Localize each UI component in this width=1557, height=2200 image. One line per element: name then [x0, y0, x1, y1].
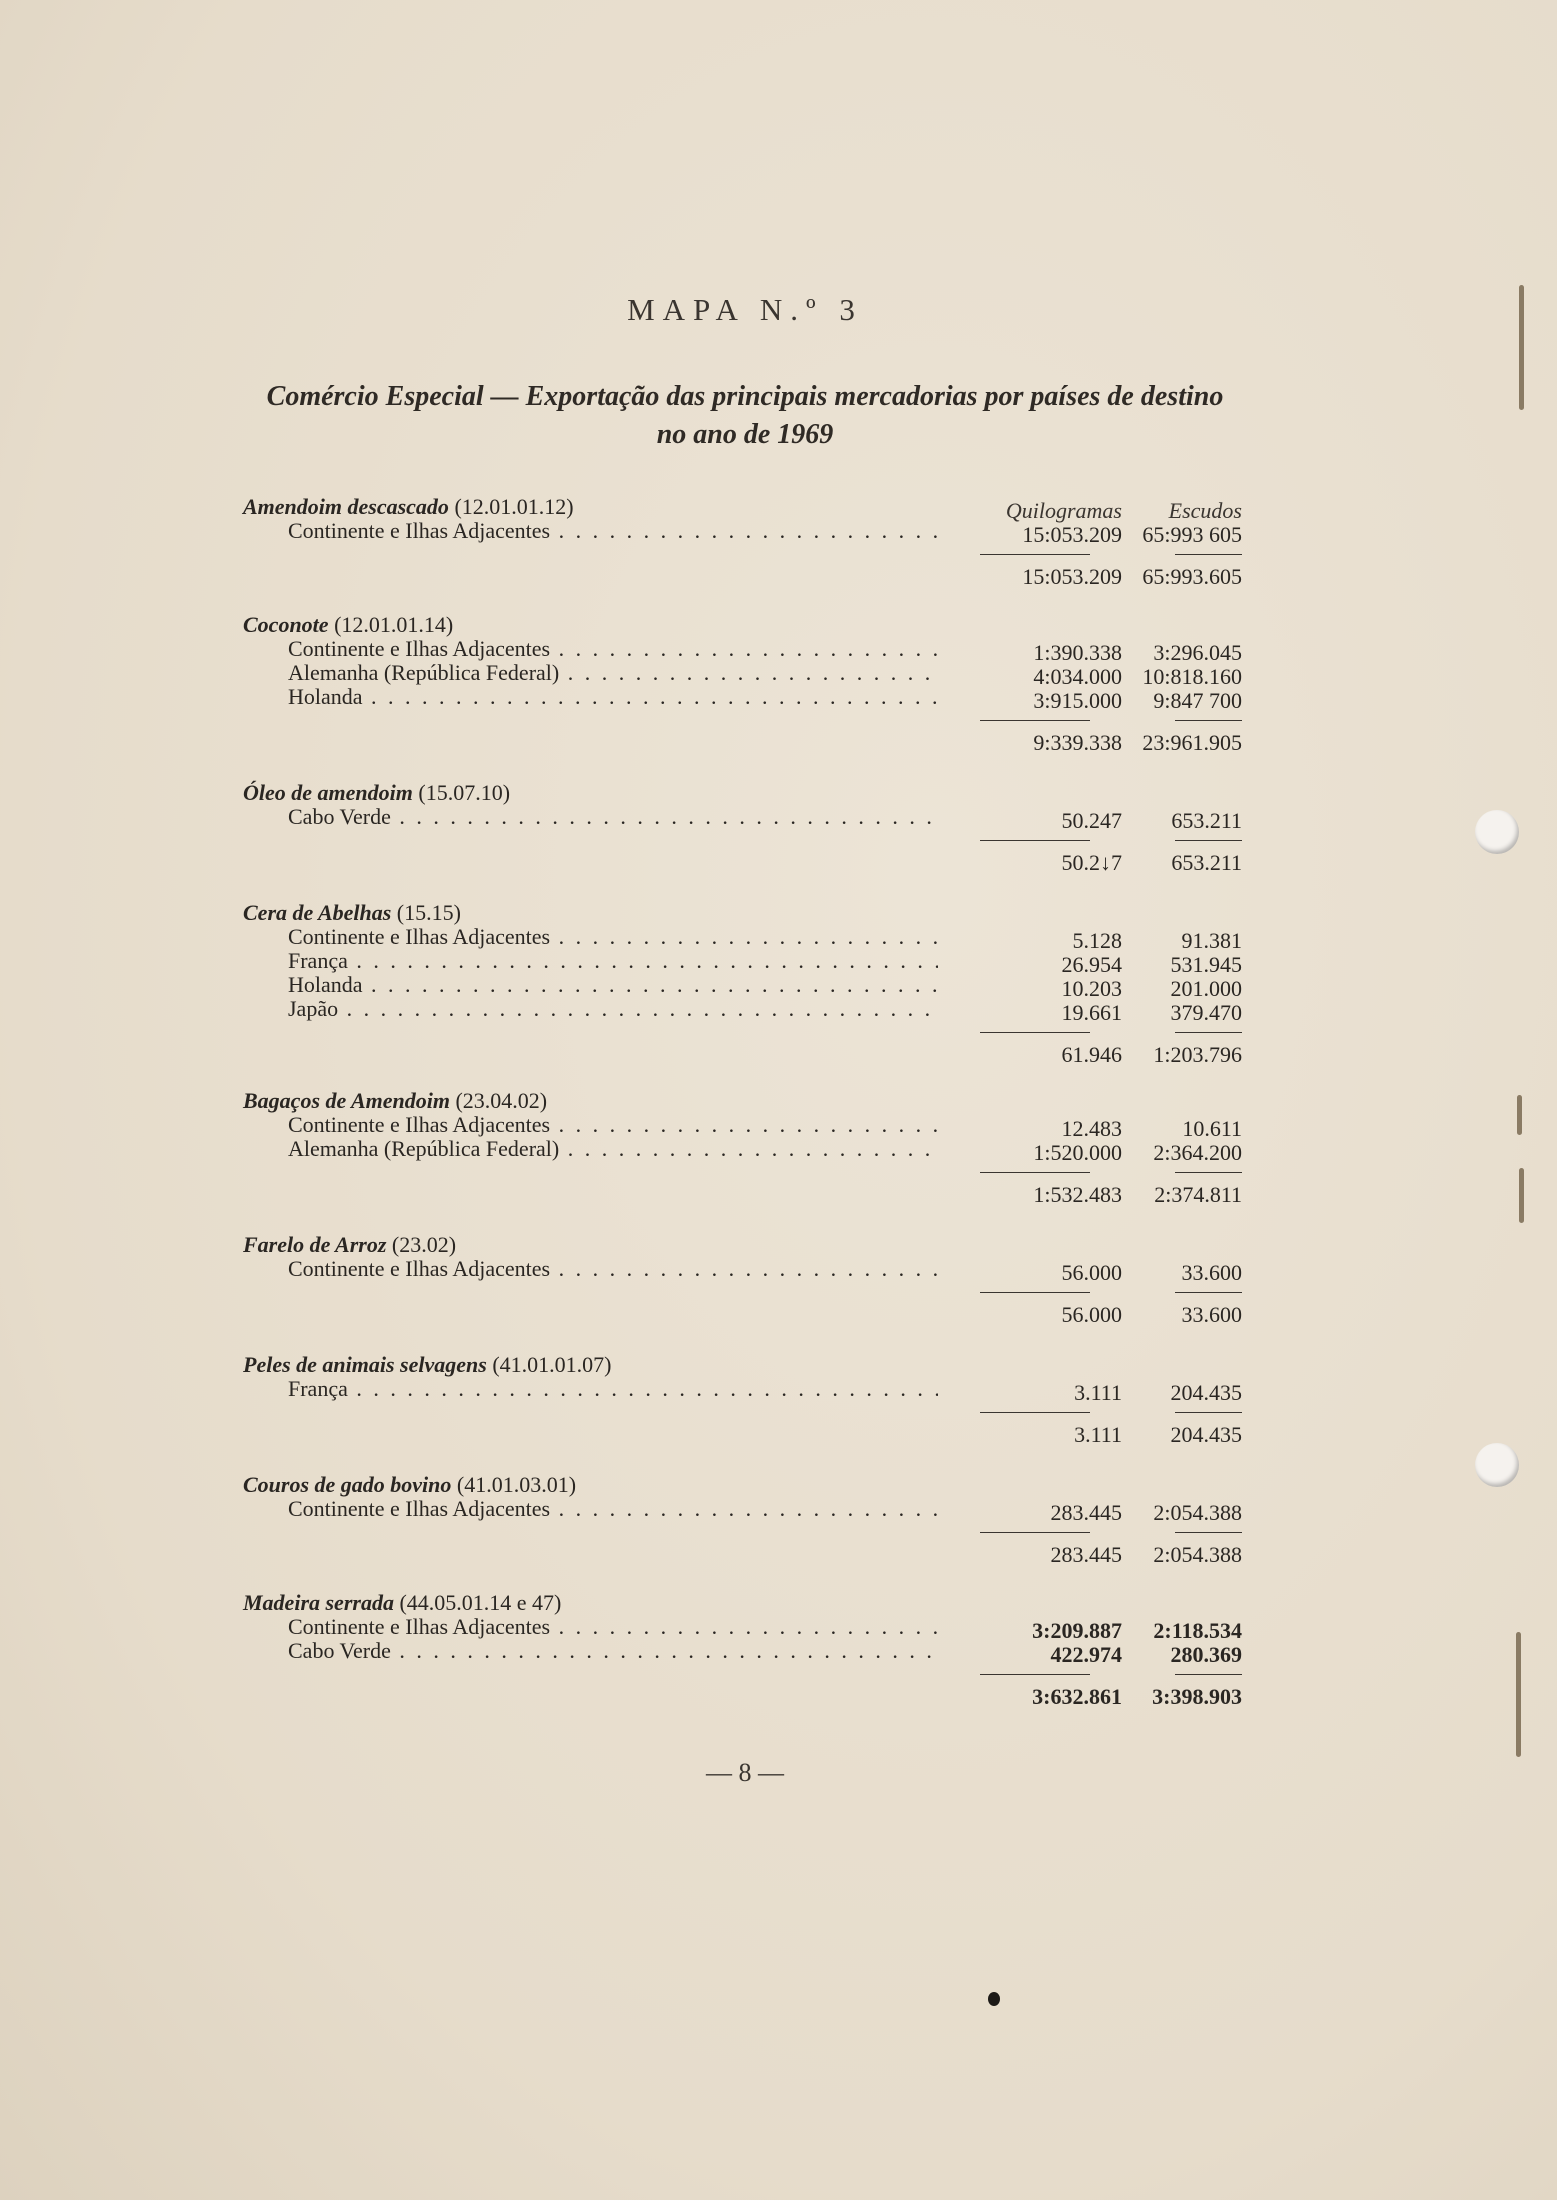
- subtotal-rule: [980, 720, 1090, 721]
- value-escudos: 91.381: [1181, 928, 1242, 953]
- commodity-code: (12.01.01.14): [334, 612, 454, 637]
- punch-hole: [1475, 1443, 1519, 1487]
- subtotal-rule: [1175, 720, 1242, 721]
- total-kg: 1:532.483: [1033, 1182, 1122, 1207]
- value-kg: 422.974: [1050, 1642, 1122, 1667]
- destination-name: Holanda: [288, 972, 363, 997]
- subtotal-rule: [980, 554, 1090, 555]
- value-kg: 3:209.887: [1032, 1618, 1122, 1643]
- destination-label: [288, 1638, 938, 1664]
- destination-label: [288, 948, 938, 974]
- value-escudos: 280.369: [1170, 1642, 1242, 1667]
- commodity-code: (41.01.01.07): [492, 1352, 612, 1377]
- commodity-code: (23.02): [391, 1232, 457, 1257]
- rust-mark: [1517, 1095, 1522, 1135]
- total-kg: 3:632.861: [1032, 1684, 1122, 1709]
- commodity-code: (15.07.10): [418, 780, 511, 805]
- value-kg: 50.247: [1061, 808, 1122, 833]
- commodity-heading: [243, 1352, 611, 1378]
- value-escudos: 65:993 605: [1142, 522, 1242, 547]
- destination-label: [288, 1112, 938, 1138]
- column-header-escudos: Escudos: [1168, 498, 1242, 523]
- destination-label: [288, 972, 938, 998]
- total-escudos: 23:961.905: [1142, 730, 1242, 755]
- value-kg: 26.954: [1061, 952, 1122, 977]
- total-escudos: 204.435: [1170, 1422, 1242, 1447]
- subtotal-rule: [980, 1292, 1090, 1293]
- total-escudos: 65:993.605: [1142, 564, 1242, 589]
- total-kg: 3.111: [1074, 1422, 1122, 1447]
- commodity-name: Couros de gado bovino: [243, 1472, 452, 1497]
- commodity-name: Farelo de Arroz: [243, 1232, 387, 1257]
- value-kg: 3.111: [1074, 1380, 1122, 1405]
- value-kg: 1:520.000: [1033, 1140, 1122, 1165]
- destination-name: Continente e Ilhas Adjacentes: [288, 1112, 551, 1137]
- destination-name: Cabo Verde: [288, 1638, 391, 1663]
- destination-name: Holanda: [288, 684, 363, 709]
- destination-name: Continente e Ilhas Adjacentes: [288, 924, 551, 949]
- commodity-code: (44.05.01.14 e 47): [399, 1590, 562, 1615]
- subtitle-line-2: no ano de 1969: [656, 419, 834, 450]
- subtitle: [0, 378, 1490, 454]
- value-escudos: 2:364.200: [1153, 1140, 1242, 1165]
- subtotal-rule: [980, 1674, 1090, 1675]
- value-kg: 19.661: [1061, 1000, 1122, 1025]
- value-escudos: 2:118.534: [1153, 1618, 1242, 1643]
- destination-name: França: [288, 1376, 348, 1401]
- subtotal-rule: [1175, 1412, 1242, 1413]
- subtotal-rule: [980, 1172, 1090, 1173]
- subtotal-rule: [1175, 1032, 1242, 1033]
- value-kg: 10.203: [1061, 976, 1122, 1001]
- commodity-code: (12.01.01.12): [454, 494, 574, 519]
- destination-label: [288, 1614, 938, 1640]
- subtotal-rule: [1175, 1532, 1242, 1533]
- value-escudos: 2:054.388: [1153, 1500, 1242, 1525]
- destination-name: Alemanha (República Federal): [288, 1136, 560, 1161]
- rust-mark: [1519, 1168, 1524, 1223]
- value-escudos: 653.211: [1171, 808, 1242, 833]
- total-kg: 56.000: [1061, 1302, 1122, 1327]
- value-kg: 1:390.338: [1033, 640, 1122, 665]
- commodity-heading: [243, 780, 510, 806]
- total-kg: 50.2↓7: [1061, 850, 1122, 875]
- total-kg: 15:053.209: [1022, 564, 1122, 589]
- commodity-heading: [243, 900, 461, 926]
- value-escudos: 201.000: [1170, 976, 1242, 1001]
- value-escudos: 10:818.160: [1142, 664, 1242, 689]
- destination-name: Continente e Ilhas Adjacentes: [288, 518, 551, 543]
- value-kg: 56.000: [1061, 1260, 1122, 1285]
- destination-label: [288, 996, 938, 1022]
- destination-name: França: [288, 948, 348, 973]
- value-escudos: 9:847 700: [1153, 688, 1242, 713]
- subtotal-rule: [1175, 1674, 1242, 1675]
- commodity-heading: [243, 494, 574, 520]
- total-escudos: 653.211: [1171, 850, 1242, 875]
- value-escudos: 3:296.045: [1153, 640, 1242, 665]
- value-escudos: 531.945: [1170, 952, 1242, 977]
- commodity-code: (23.04.02): [455, 1088, 548, 1113]
- subtitle-line-1: Comércio Especial — Exportação das principais mercadorias por países de destino: [266, 381, 1224, 412]
- subtotal-rule: [1175, 554, 1242, 555]
- value-kg: 3:915.000: [1033, 688, 1122, 713]
- destination-name: Continente e Ilhas Adjacentes: [288, 1496, 551, 1521]
- value-kg: 12.483: [1061, 1116, 1122, 1141]
- subtotal-rule: [1175, 1292, 1242, 1293]
- destination-label: [288, 1376, 938, 1402]
- total-escudos: 33.600: [1181, 1302, 1242, 1327]
- total-escudos: 2:054.388: [1153, 1542, 1242, 1567]
- commodity-heading: [243, 1088, 547, 1114]
- destination-name: Continente e Ilhas Adjacentes: [288, 636, 551, 661]
- destination-name: Continente e Ilhas Adjacentes: [288, 1614, 551, 1639]
- page-number: — 8 —: [706, 1758, 784, 1787]
- total-kg: 61.946: [1061, 1042, 1122, 1067]
- destination-name: Japão: [288, 996, 339, 1021]
- subtotal-rule: [980, 840, 1090, 841]
- commodity-heading: [243, 1472, 576, 1498]
- destination-label: [288, 636, 938, 662]
- total-kg: 9:339.338: [1033, 730, 1122, 755]
- value-escudos: 204.435: [1170, 1380, 1242, 1405]
- column-header-kg: Quilogramas: [1005, 498, 1122, 523]
- commodity-code: (15.15): [396, 900, 461, 925]
- destination-name: Alemanha (República Federal): [288, 660, 560, 685]
- destination-label: [288, 660, 938, 686]
- destination-label: [288, 684, 938, 710]
- value-kg: 283.445: [1050, 1500, 1122, 1525]
- total-escudos: 3:398.903: [1152, 1684, 1242, 1709]
- value-escudos: 379.470: [1170, 1000, 1242, 1025]
- commodity-name: Cera de Abelhas: [243, 900, 392, 925]
- total-escudos: 1:203.796: [1153, 1042, 1242, 1067]
- rust-mark: [1516, 1632, 1521, 1757]
- value-kg: 4:034.000: [1033, 664, 1122, 689]
- commodity-name: Madeira serrada: [243, 1590, 394, 1615]
- subtotal-rule: [1175, 840, 1242, 841]
- rust-mark: [1519, 285, 1524, 410]
- destination-label: [288, 1136, 938, 1162]
- destination-name: Cabo Verde: [288, 804, 391, 829]
- value-escudos: 33.600: [1181, 1260, 1242, 1285]
- commodity-heading: [243, 1232, 456, 1258]
- destination-label: [288, 518, 938, 544]
- destination-label: [288, 924, 938, 950]
- page-title: MAPA N.º 3: [627, 292, 863, 327]
- ink-dot: [988, 1992, 1000, 2006]
- commodity-name: Peles de animais selvagens: [243, 1352, 487, 1377]
- commodity-code: (41.01.03.01): [456, 1472, 577, 1497]
- destination-label: [288, 1496, 938, 1522]
- commodity-heading: [243, 612, 453, 638]
- destination-name: Continente e Ilhas Adjacentes: [288, 1256, 551, 1281]
- subtotal-rule: [1175, 1172, 1242, 1173]
- commodity-name: Óleo de amendoim: [243, 780, 413, 805]
- commodity-name: Coconote: [243, 612, 329, 637]
- total-kg: 283.445: [1050, 1542, 1122, 1567]
- destination-label: [288, 804, 938, 830]
- value-escudos: 10.611: [1182, 1116, 1242, 1141]
- total-escudos: 2:374.811: [1154, 1182, 1242, 1207]
- commodity-name: Amendoim descascado: [243, 494, 449, 519]
- value-kg: 15:053.209: [1022, 522, 1122, 547]
- subtotal-rule: [980, 1032, 1090, 1033]
- punch-hole: [1475, 810, 1519, 854]
- subtotal-rule: [980, 1412, 1090, 1413]
- value-kg: 5.128: [1072, 928, 1122, 953]
- subtotal-rule: [980, 1532, 1090, 1533]
- commodity-heading: [243, 1590, 561, 1616]
- commodity-name: Bagaços de Amendoim: [243, 1088, 450, 1113]
- destination-label: [288, 1256, 938, 1282]
